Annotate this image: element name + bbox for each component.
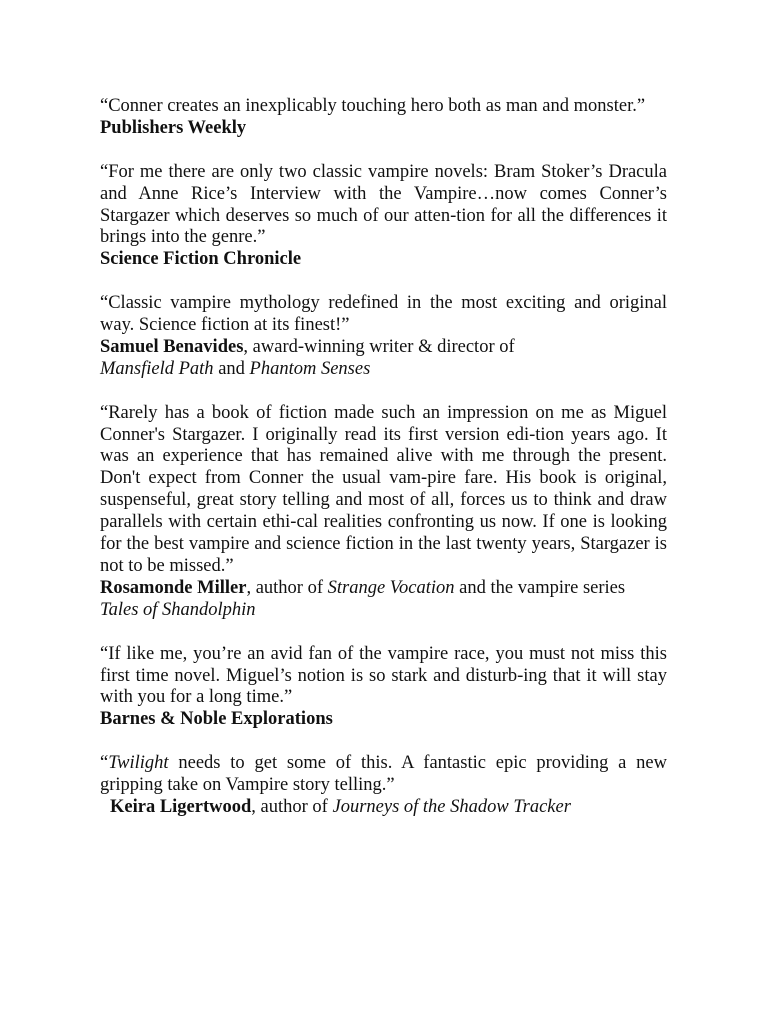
- blurb-3-source-text: , award-winning writer & director of: [243, 336, 515, 357]
- blurb-6-quote-open: “: [100, 753, 109, 774]
- blurb-spacer: [100, 381, 667, 403]
- blurb-4-work-2: Tales of Shandolphin: [100, 599, 256, 620]
- blurb-6-source-name: Keira Ligertwood: [110, 796, 252, 817]
- blurb-1-quote: “Conner creates an inexplicably touching hero both as man and monster.”: [100, 96, 646, 116]
- blurb-5-source-name: Barnes & Noble Explorations: [100, 709, 333, 730]
- blurb-4-source: [100, 578, 667, 622]
- blurb-6-source: [100, 797, 667, 819]
- blurb-6-quote: [100, 753, 667, 797]
- blurb-6-quote-rest: needs to get some of this. A fantastic epic providing a new gripping take on Vampire story telling.”: [100, 753, 667, 796]
- blurb-2-source: [100, 249, 667, 271]
- blurb-spacer: [100, 731, 667, 753]
- blurb-1-source-name: Publishers Weekly: [100, 117, 247, 138]
- blurb-4-source-text-2: and the vampire series: [454, 577, 626, 598]
- blurb-6-source-text: , author of: [251, 796, 333, 817]
- blurb-2-source-name: Science Fiction Chronicle: [100, 249, 302, 270]
- blurb-1-source: [100, 118, 667, 140]
- blurb-spacer: [100, 140, 667, 162]
- blurb-4-quote: “Rarely has a book of fiction made such an impression on me as Miguel Conner's Stargazer. I originally read its first version edi-tion years ago. It was an experience that has remained alive with me through the present. Don't expect from Conner the usual vam-pire fare. His book is original, suspenseful, great story telling and most of all, forces us to think and draw parallels with certain ethi-cal realities confronting us now. If one is looking for the best vampire and science fiction in the last twenty years, Stargazer is not to be missed.”: [100, 402, 667, 576]
- blurb-5-source: [100, 709, 667, 731]
- blurb-3-source: [100, 337, 667, 381]
- blurb-4-source-name: Rosamonde Miller: [100, 577, 247, 598]
- blurb-4-source-text-1: , author of: [246, 577, 328, 598]
- blurb-3-work-2: Phantom Senses: [249, 358, 371, 379]
- blurb-3-source-name: Samuel Benavides: [100, 336, 244, 357]
- blurbs-page: [100, 96, 667, 819]
- blurb-spacer: [100, 622, 667, 644]
- blurb-2-quote: “For me there are only two classic vampire novels: Bram Stoker’s Dracula and Anne Rice’s Interview with the Vampire…now comes Conner’s Stargazer which deserves so much of our atten-tion for all the differences it brings into the genre.”: [100, 161, 667, 248]
- blurb-3-work-1: Mansfield Path: [100, 358, 214, 379]
- blurb-spacer: [100, 271, 667, 293]
- blurb-3-joiner: and: [213, 358, 250, 379]
- blurb-6-work-1: Journeys of the Shadow Tracker: [332, 796, 571, 817]
- blurb-4-work-1: Strange Vocation: [327, 577, 455, 598]
- blurb-6-quote-title: Twilight: [108, 753, 169, 774]
- blurb-3-quote: “Classic vampire mythology redefined in the most exciting and original way. Science fiction at its finest!”: [100, 293, 667, 336]
- blurb-5-quote: “If like me, you’re an avid fan of the vampire race, you must not miss this first time novel. Miguel’s notion is so stark and disturb-ing that it will stay with you for a long time.”: [100, 643, 667, 708]
